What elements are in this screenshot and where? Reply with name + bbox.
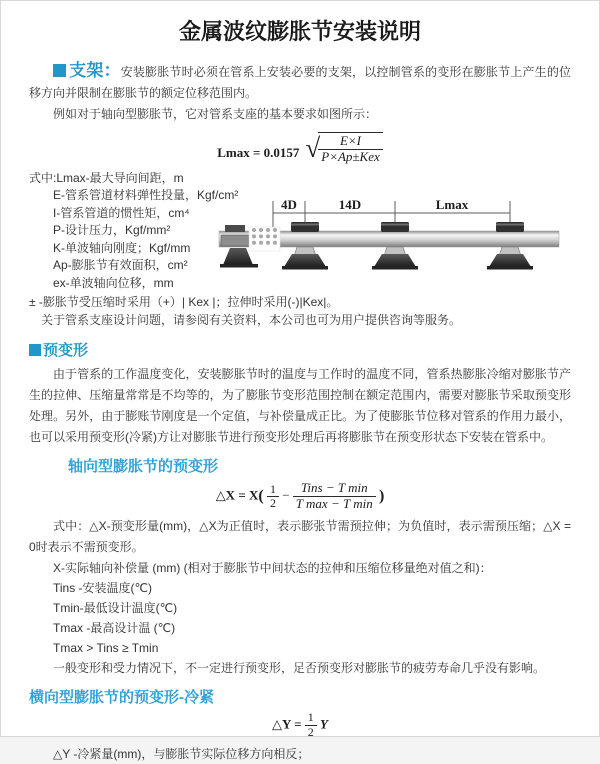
support-example-paragraph: 例如对于轴向型膨胀节，它对管系支座的基本要求如图所示： xyxy=(53,107,378,121)
variables-and-diagram-block xyxy=(29,170,571,293)
predeform-paragraph: 由于管系的工作温度变化，安装膨胀节时的温度与工作时的温度不同，管系热膨胀冷缩对膨胀节产生的拉伸、压缩量常常是不均等的，为了膨胀节变形范围控制在额定范围内，需要对膨胀节采取预变形处理。另外，由于膨账节刚度是一个定值，与补偿量成正比。为了使膨胀节位移对管系的作用力最小，也可以采用预变形(冷紧)方让对膨胀节进行预变形处理后再将膨胀节在预变形状态下安装在管系中。 xyxy=(29,367,571,445)
predeform-heading-label: 预变形 xyxy=(43,342,89,360)
open-paren: ( xyxy=(258,487,264,505)
half-numerator: 1 xyxy=(305,711,317,726)
temp-definition: Tmin-最低设计温度(℃) xyxy=(53,601,178,616)
half-denominator: 2 xyxy=(307,725,314,740)
support-paragraph-text: 安装膨胀节时必须在管系上安装必要的支架，以控制管系的变形在膨胀节上产生的位移方向并限制在膨胀节的额定位移范围内。 xyxy=(29,65,571,100)
lmax-formula-denominator: P×Ap±Kex xyxy=(321,148,380,164)
temp-definition: Tmax -最高设计温 (℃) xyxy=(53,621,176,636)
lmax-formula-fraction xyxy=(318,132,383,165)
axial-explanation-paragraph: 式中：△X-预变形量(mm)，△X为正值时，表示膨张节需预拉伸；为负值时，表示需预压缩；△X = 0时表示不需预变形。 xyxy=(29,519,571,555)
axial-subsection-heading: 轴向型膨胀节的预变形 xyxy=(68,458,219,476)
x-definition: X-实际轴向补偿量 (mm) (相对于膨胀节中间状态的拉伸和压缩位移量绝对值之和)： xyxy=(53,561,492,576)
diagram-label-14d: 14D xyxy=(338,196,362,212)
lateral-formula-suffix: Y xyxy=(320,716,328,732)
temp-definition: Tins -安装温度(℃) xyxy=(53,581,153,596)
radical-sign: √ xyxy=(305,132,321,163)
axial-formula xyxy=(29,481,571,512)
pipe-support-diagram xyxy=(219,196,571,280)
close-paren: ) xyxy=(378,487,385,505)
support-note: 关于管系支座设计问题，请参阅有关资料，本公司也可为用户提供咨询等服务。 xyxy=(41,313,462,328)
lateral-subsection-heading: 横向型膨胀节的预变形-冷紧 xyxy=(29,689,214,707)
lateral-formula xyxy=(29,711,571,740)
axial-formula-temp-fraction xyxy=(293,481,376,512)
support-heading-label: 支架： xyxy=(69,61,121,80)
variable-definition: E-管系管道材料弹性投量，Kgf/cm² xyxy=(53,188,239,203)
section-marker-icon xyxy=(53,64,66,77)
half-denominator: 2 xyxy=(269,496,276,511)
lmax-formula-prefix: Lmax = 0.0157 xyxy=(217,144,300,160)
minus-operator: − xyxy=(282,487,290,503)
support-intro-paragraph xyxy=(29,60,571,104)
temp-inequality: Tmax > Tins ≥ Tmin xyxy=(53,641,159,656)
variable-definition: P-设计压力，Kgf/mm² xyxy=(53,223,171,238)
bellows xyxy=(249,227,280,251)
predeform-section-heading xyxy=(29,339,571,360)
lmax-formula-numerator: E×I xyxy=(318,134,383,150)
section-marker-icon xyxy=(29,344,41,356)
lmax-formula xyxy=(29,132,571,165)
variable-definition: K-单波轴向刚度；Kgf/mm xyxy=(53,240,191,255)
page-title: 金属波纹膨胀节安装说明 xyxy=(178,19,421,44)
variable-definition: Ap-膨胀节有效面积，cm² xyxy=(53,258,188,273)
variable-definition: 式中:Lmax-最大导向间距，m xyxy=(29,170,184,185)
variable-definition: I-管系管道的惯性矩，cm⁴ xyxy=(53,205,190,220)
variable-definition: ex-单波轴向位移，mm xyxy=(53,275,174,290)
axial-formula-prefix: △X = X xyxy=(215,487,259,503)
plusminus-definition: ± -膨胀节受压缩时采用（+）| Kex |；拉伸时采用(-)|Kex|。 xyxy=(29,295,339,310)
coldtight-definition: △Y -冷紧量(mm)，与膨胀节实际位移方向相反； xyxy=(53,746,310,761)
temp-fraction-denominator: T max − T min xyxy=(295,496,373,512)
axial-note: 一般变形和受力情况下，不一定进行预变形，足否预变形对膨胀节的疲劳寿命几乎没有影响。 xyxy=(53,661,546,676)
temp-fraction-numerator: Tins − T min xyxy=(293,481,376,497)
lateral-formula-half xyxy=(305,711,317,740)
radical xyxy=(305,132,382,165)
diagram-label-lmax: Lmax xyxy=(435,196,469,212)
axial-formula-half xyxy=(267,483,279,512)
lateral-formula-prefix: △Y = xyxy=(271,716,302,732)
half-numerator: 1 xyxy=(267,483,279,498)
diagram-label-4d: 4D xyxy=(281,196,297,212)
support-section-heading xyxy=(53,61,121,80)
